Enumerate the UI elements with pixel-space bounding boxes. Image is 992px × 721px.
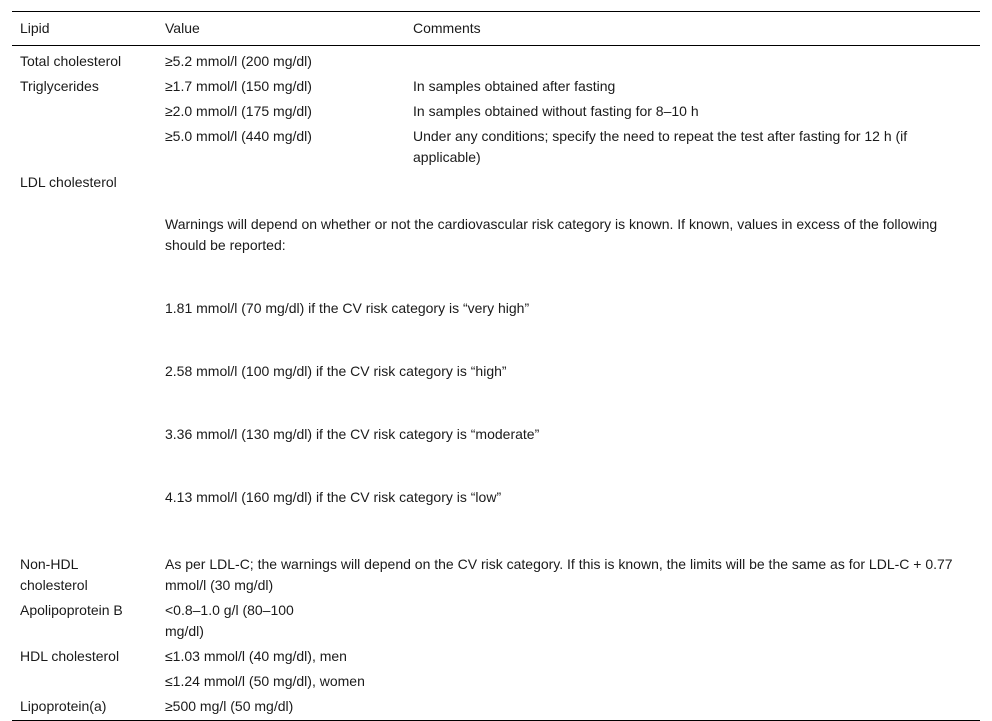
lipid-cell — [12, 74, 157, 99]
non-hdl-warning-cell: As per LDL-C; the warnings will depend on the CV risk category. If this is known, the limits will be the same as for LDL-C + 0.77 mmol/l (30 mg/dl) — [165, 556, 957, 593]
ldl-threshold-line: 1.81 mmol/l (70 mg/dl) if the CV risk category is “very high” — [165, 300, 530, 316]
comment-cell — [405, 598, 980, 644]
comment-cell — [405, 644, 980, 669]
value-text: ≤1.24 mmol/l (50 mg/dl), women — [165, 673, 365, 689]
value-cell — [157, 46, 405, 75]
comment-cell — [405, 694, 980, 721]
lipid-cell — [12, 99, 157, 124]
value-cell: ≥2.0 mmol/l (175 mg/dl) — [165, 103, 312, 119]
comment-cell: In samples obtained without fasting for 8–10 h — [413, 103, 699, 119]
ldl-threshold-line: 3.36 mmol/l (130 mg/dl) if the CV risk category is “moderate” — [165, 426, 540, 442]
table-row — [12, 170, 980, 552]
ldl-warning-cell — [157, 170, 980, 552]
comment-cell: In samples obtained after fasting — [413, 78, 616, 94]
table-header-row — [12, 12, 980, 46]
header-lipid: Lipid — [12, 12, 157, 46]
value-cell: ≥5.0 mmol/l (440 mg/dl) — [165, 128, 312, 144]
table-row — [12, 694, 980, 721]
lipid-name: LDL cholesterol — [20, 174, 117, 190]
lipid-cell — [12, 644, 157, 669]
header-comments: Comments — [405, 12, 980, 46]
value-cell: ≥500 mg/l (50 mg/dl) — [157, 694, 405, 721]
lipid-cell — [12, 552, 157, 598]
ldl-intro: Warnings will depend on whether or not the cardiovascular risk category is known. If known, values in excess of the following should be reported: — [165, 216, 942, 253]
value-cell — [157, 598, 405, 644]
table-row — [12, 46, 980, 75]
lipid-cell — [12, 46, 157, 75]
lipid-cell — [12, 694, 157, 721]
ldl-threshold-line: 4.13 mmol/l (160 mg/dl) if the CV risk category is “low” — [165, 489, 502, 505]
table-row — [12, 552, 980, 598]
lipid-name: Triglycerides — [20, 78, 99, 94]
value-text: ≤1.03 mmol/l (40 mg/dl), men — [165, 648, 347, 664]
lipid-cell — [12, 598, 157, 644]
table-row — [12, 644, 980, 669]
value-text: <0.8–1.0 g/l (80–100 mg/dl) — [165, 602, 298, 639]
value-cell: ≥1.7 mmol/l (150 mg/dl) — [165, 78, 312, 94]
lipid-warning-table — [12, 11, 980, 721]
lipid-cell — [12, 170, 157, 552]
lipid-name: Total cholesterol — [20, 53, 122, 69]
header-value: Value — [157, 12, 405, 46]
ldl-threshold-line: 2.58 mmol/l (100 mg/dl) if the CV risk category is “high” — [165, 363, 507, 379]
lipid-cell — [12, 124, 157, 170]
value-cell — [157, 669, 405, 694]
lipid-name: Lipoprotein(a) — [20, 698, 107, 714]
comment-cell — [405, 46, 980, 75]
comment-cell: Under any conditions; specify the need to repeat the test after fasting for 12 h (if applicable) — [413, 128, 912, 165]
table-row — [12, 124, 980, 170]
lipid-name: Non-HDL cholesterol — [20, 556, 88, 593]
comment-cell — [405, 669, 980, 694]
lipid-name: HDL cholesterol — [20, 648, 120, 664]
lipid-name: Apolipoprotein B — [20, 602, 123, 618]
table-row — [12, 99, 980, 124]
table-row — [12, 598, 980, 644]
lipid-cell — [12, 669, 157, 694]
value-cell — [157, 644, 405, 669]
value-text: ≥5.2 mmol/l (200 mg/dl) — [165, 53, 312, 69]
table-row — [12, 669, 980, 694]
table-row — [12, 74, 980, 99]
